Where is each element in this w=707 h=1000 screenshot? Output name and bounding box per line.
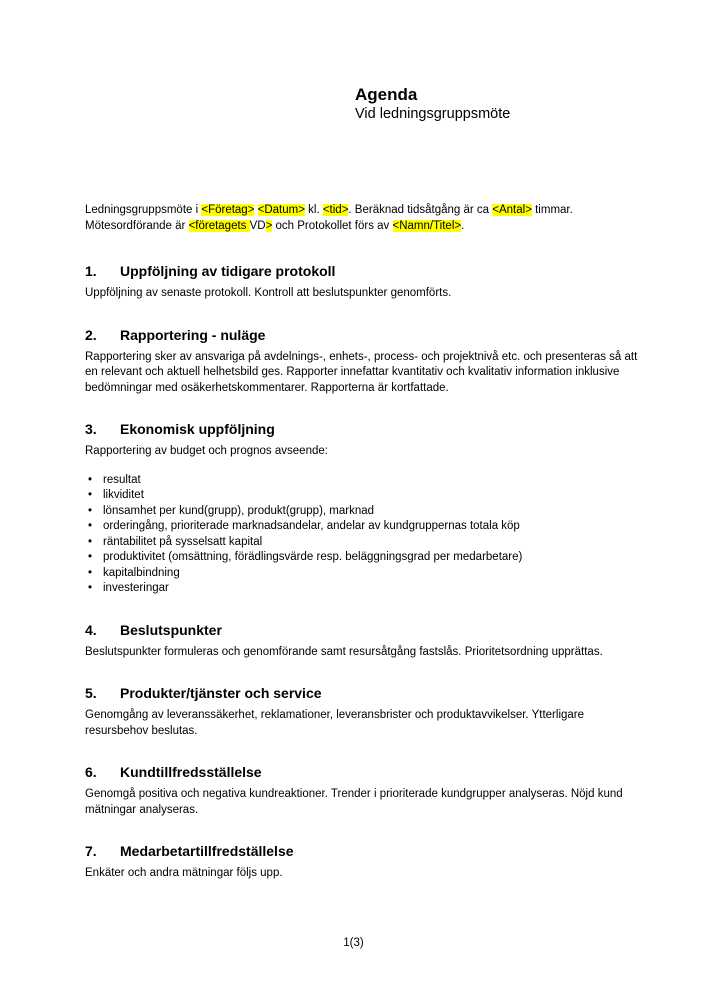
placeholder-foretagets-vd: <företagets bbox=[188, 219, 250, 232]
section-heading bbox=[85, 621, 641, 639]
section-number: 2. bbox=[85, 326, 97, 343]
intro-line-1 bbox=[85, 203, 641, 219]
section-heading bbox=[85, 763, 641, 781]
section-body: Uppföljning av senaste protokoll. Kontroll att beslutspunkter genomförts. bbox=[85, 287, 452, 299]
section-6 bbox=[85, 763, 641, 818]
bullet-item: • räntabilitet på sysselsatt kapital bbox=[85, 535, 641, 551]
bullet-item: • produktivitet (omsättning, förädlingsvärde resp. beläggningsgrad per medarbetare) bbox=[85, 550, 641, 566]
bullet-item: • likviditet bbox=[85, 488, 641, 504]
section-heading bbox=[85, 842, 641, 860]
section-4 bbox=[85, 621, 641, 661]
section-body: Genomgång av leveranssäkerhet, reklamationer, leveransbrister och produktavvikelser. Ytterligare resursbehov beslutas. bbox=[85, 709, 585, 737]
intro-text: och Protokollet förs av bbox=[272, 219, 393, 232]
intro-paragraph bbox=[85, 203, 641, 234]
page-number-footer: 1(3) bbox=[343, 937, 364, 949]
placeholder-datum: <Datum> bbox=[257, 204, 305, 216]
bullet-item: • lönsamhet per kund(grupp), produkt(grupp), marknad bbox=[85, 504, 641, 520]
intro-text: VD bbox=[249, 219, 266, 232]
section-number: 5. bbox=[85, 685, 97, 701]
bullet-item: • investeringar bbox=[85, 581, 641, 597]
section-title: Uppföljning av tidigare protokoll bbox=[120, 263, 336, 279]
section-body: Genomgå positiva och negativa kundreaktioner. Trender i prioriterade kundgrupper analyseras. Nöjd kund mätningar analyseras. bbox=[85, 788, 623, 816]
placeholder-antal: <Antal> bbox=[492, 204, 532, 216]
section-7 bbox=[85, 842, 641, 882]
section-title: Rapportering - nuläge bbox=[120, 326, 266, 343]
section-title: Medarbetartillfredställelse bbox=[120, 843, 294, 859]
bullet-item: • kapitalbindning bbox=[85, 566, 641, 582]
placeholder-foretag: <Företag> bbox=[201, 204, 255, 216]
section-number: 7. bbox=[85, 843, 97, 859]
intro-text: kl. bbox=[304, 204, 323, 216]
document-subtitle: Vid ledningsgruppsmöte bbox=[355, 106, 511, 122]
intro-text: Mötesordförande är bbox=[85, 219, 189, 232]
section-body: Beslutspunkter formuleras och genomförande samt resursåtgång fastslås. Prioritetsordning upprättas. bbox=[85, 645, 603, 658]
section-number: 4. bbox=[85, 621, 97, 638]
section-number: 3. bbox=[85, 421, 97, 437]
section-title: Produkter/tjänster och service bbox=[120, 685, 322, 701]
document-body bbox=[85, 203, 641, 882]
bullet-item: • orderingång, prioriterade marknadsandelar, andelar av kundgruppernas totala köp bbox=[85, 519, 641, 535]
title-block bbox=[355, 85, 510, 123]
section-body: Rapportering av budget och prognos avseende: bbox=[85, 445, 328, 457]
sections bbox=[85, 262, 641, 882]
section-title: Kundtillfredsställelse bbox=[120, 764, 262, 780]
section-5 bbox=[85, 684, 641, 739]
section-title: Ekonomisk uppföljning bbox=[120, 421, 275, 437]
section-heading bbox=[85, 684, 641, 702]
section-body: Rapportering sker av ansvariga på avdelnings-, enhets-, process- och projektnivå etc. och presenteras så att en relevant och aktuell helhetsbild ges. Rapporter innefattar kvantitativ och kvalitativ information inklusive bedömningar med osäkerhetskommentarer. Rapporterna är kortfattade. bbox=[85, 350, 638, 394]
section-title: Beslutspunkter bbox=[120, 621, 222, 638]
section-number: 1. bbox=[85, 263, 97, 279]
section-body: Enkäter och andra mätningar följs upp. bbox=[85, 867, 283, 879]
placeholder-vd-bracket: > bbox=[265, 219, 273, 232]
intro-text: . bbox=[461, 219, 465, 232]
intro-line-2 bbox=[85, 219, 641, 235]
intro-text: timmar. bbox=[531, 204, 573, 216]
section-1 bbox=[85, 262, 641, 302]
placeholder-tid: <tid> bbox=[322, 204, 349, 216]
section-3 bbox=[85, 420, 641, 597]
intro-text: . Beräknad tidsåtgång är ca bbox=[348, 204, 493, 216]
section-number: 6. bbox=[85, 764, 97, 780]
bullet-list bbox=[85, 473, 641, 597]
bullet-item: • resultat bbox=[85, 473, 641, 489]
section-heading bbox=[85, 262, 641, 280]
intro-text: Ledningsgruppsmöte i bbox=[85, 204, 202, 216]
section-heading bbox=[85, 420, 641, 438]
placeholder-namn-titel: <Namn/Titel> bbox=[392, 219, 462, 232]
section-heading bbox=[85, 326, 641, 344]
section-2 bbox=[85, 326, 641, 397]
document-title: Agenda bbox=[355, 85, 418, 104]
